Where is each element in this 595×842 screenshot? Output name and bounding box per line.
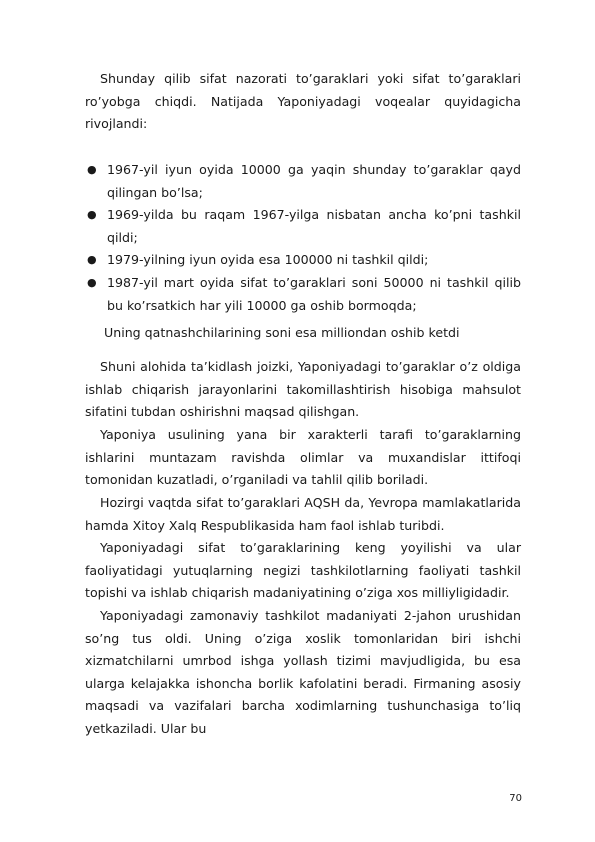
list-item-text: 1987-yil mart oyida sifat to’garaklari soni 50000 ni tashkil qilib bu ko’rsatkich har yili 10000 ga oshib bormoqda;	[107, 274, 521, 313]
paragraph-culture: Yaponiyadagi zamonaviy tashkilot madaniyati 2-jahon urushidan so’ng tus oldi. Uning o’ziga xoslik tomonlaridan biri ishchi xizmatchilarni umrbod ishga yollash tizimi mavjudligida, bu esa ularga kelajakka ishoncha borlik kafolatini beradi. Firmaning asosiy maqsadi va vazifalari barcha xodimlarning tushunchasiga to’liq yetkaziladi. Ular bu	[85, 608, 521, 736]
paragraph-current: Hozirgi vaqtda sifat to’garaklari AQSH da, Yevropa mamlakatlarida hamda Xitoy Xalq Respublikasida ham faol ishlab turibdi.	[85, 495, 521, 533]
bullet-icon: ●	[87, 275, 97, 289]
list-item	[85, 249, 521, 272]
paragraph-method: Yaponiya usulining yana bir xarakterli tarafi to’garaklarning ishlarini muntazam ravishda olimlar va muxandislar ittifoqi tomonidan kuzatladi, o’rganiladi va tahlil qilib boriladi.	[85, 427, 521, 488]
list-item-text: 1979-yilning iyun oyida esa 100000 ni tashkil qildi;	[107, 252, 429, 268]
paragraph-spread: Yaponiyadagi sifat to’garaklarining keng yoyilishi va ular faoliyatidagi yutuqlarning negizi tashkilotlarning faoliyati tashkil topishi va ishlab chiqarish madaniyatining o’ziga xos milliyligidadir.	[85, 540, 521, 601]
list-item	[85, 272, 521, 317]
list-item-text: 1969-yilda bu raqam 1967-yilga nisbatan ancha ko’pni tashkil qildi;	[107, 207, 521, 245]
list-item	[85, 159, 521, 204]
bullet-icon: ●	[87, 163, 97, 176]
bullet-list	[85, 159, 521, 317]
list-item-text: 1967-yil iyun oyida 10000 ga yaqin shunday to’garaklar qayd qilingan bo’lsa;	[107, 162, 521, 200]
list-item	[85, 204, 521, 249]
page-number: 70	[509, 793, 522, 804]
bullet-icon: ●	[87, 253, 97, 267]
paragraph-intro: Shunday qilib sifat nazorati to’garaklari yoki sifat to’garaklari ro’yobga chiqdi. Natijada Yaponiyadagi voqealar quyidagicha rivojlandi:	[85, 71, 521, 132]
bullet-icon: ●	[87, 208, 97, 222]
note-line: Uning qatnashchilarining soni esa milliondan oshib ketdi	[104, 325, 460, 340]
paragraph-emphasis: Shuni alohida ta’kidlash joizki, Yaponiyadagi to’garaklar o’z oldiga ishlab chiqarish jarayonlarini takomillashtirish hisobiga mahsulot sifatini tubdan oshirishni maqsad qilishgan.	[85, 359, 521, 420]
